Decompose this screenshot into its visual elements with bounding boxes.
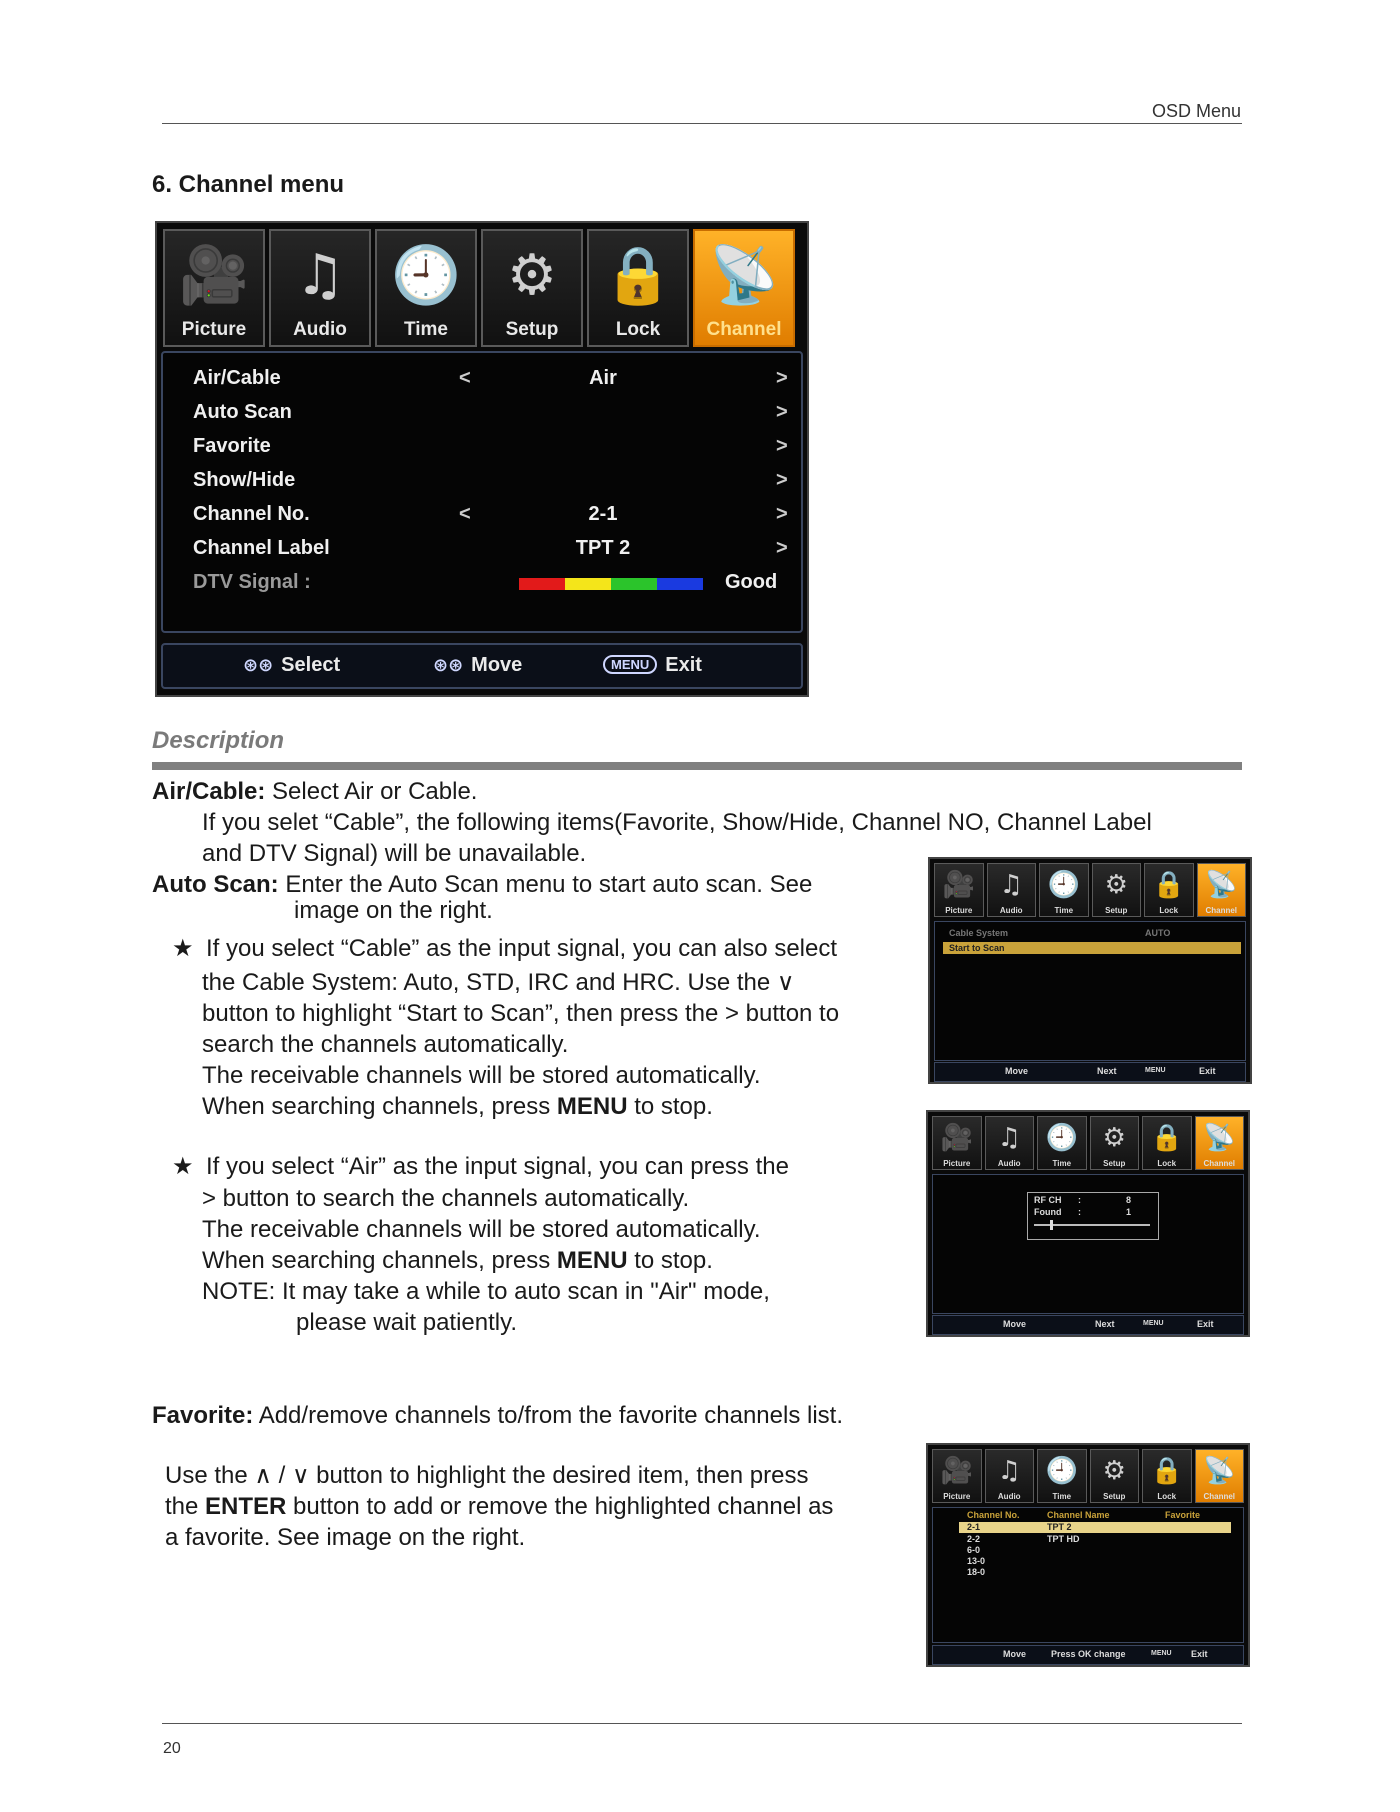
- air-cable-paragraph: [152, 777, 477, 807]
- tab-label: Audio: [293, 319, 347, 340]
- cable-line4: search the channels automatically.: [202, 1031, 569, 1058]
- mini-tab-label: Audio: [999, 906, 1023, 915]
- music-note-icon: ♫: [294, 243, 346, 308]
- camera-icon: 🎥: [940, 1456, 973, 1486]
- footer-select-label: Select: [281, 654, 341, 676]
- favorite-line3: a favorite. See image on the right.: [165, 1524, 526, 1551]
- mini-menu-body: [932, 1507, 1244, 1643]
- row-channel-no: 2-2: [967, 1534, 981, 1544]
- rf-channel-sep: :: [1078, 1195, 1081, 1205]
- rf-channel-value: 8: [1126, 1195, 1132, 1205]
- star-icon: ★: [172, 1153, 194, 1180]
- right-arrow-icon: >: [776, 367, 788, 389]
- row-label: Auto Scan: [193, 401, 292, 423]
- mini-tab: [985, 1116, 1035, 1170]
- footer-next-label: Next: [1095, 1319, 1115, 1329]
- text-segment: to stop.: [627, 1093, 713, 1120]
- right-arrow-icon: >: [776, 401, 788, 423]
- header-section-label: OSD Menu: [1151, 101, 1241, 121]
- tab-label: Time: [403, 319, 448, 340]
- music-note-icon: ♫: [999, 870, 1023, 900]
- mini-tab: [1090, 1449, 1140, 1503]
- menu-row-favorite: [193, 435, 793, 465]
- cable-system-label: Cable System: [949, 928, 1009, 938]
- mini-tab: [1039, 863, 1089, 917]
- up-down-buttons-icon: ⊛⊛: [243, 655, 274, 676]
- mini-tab-label: Lock: [1159, 906, 1179, 915]
- satellite-dish-icon: 📡: [1203, 1456, 1236, 1486]
- mini-tab: [985, 1449, 1035, 1503]
- footer-rule: [162, 1723, 1242, 1724]
- row-label: Air/Cable: [193, 367, 281, 389]
- highlight-bar: [959, 1522, 1231, 1533]
- mini-tab-label: Audio: [997, 1159, 1021, 1168]
- section-title: 6. Channel menu: [152, 171, 345, 198]
- favorite-text: Add/remove channels to/from the favorite channels list.: [253, 1402, 843, 1429]
- satellite-dish-icon: 📡: [1205, 870, 1238, 900]
- page-number: 20: [163, 1740, 181, 1757]
- text-segment: the: [165, 1493, 206, 1520]
- mini-tab-label: Time: [1054, 906, 1074, 915]
- air-line1: If you select “Air” as the input signal, you can press the: [206, 1153, 789, 1180]
- tab-setup: [481, 229, 583, 347]
- row-channel-name: TPT HD: [1047, 1534, 1080, 1544]
- air-cable-text: Select Air or Cable.: [265, 778, 478, 805]
- star-icon: ★: [172, 935, 194, 962]
- col-header-channel-name: Channel Name: [1047, 1510, 1110, 1520]
- tab-label: Picture: [181, 319, 247, 340]
- menu-key-text: MENU: [556, 1093, 628, 1120]
- cable-line6: [202, 1092, 713, 1122]
- air-cable-line2: If you selet “Cable”, the following items(Favorite, Show/Hide, Channel NO, Channel Label: [202, 809, 1152, 836]
- menu-key-icon: MENU: [603, 655, 657, 674]
- menu-row-auto-scan: [193, 401, 793, 431]
- mini-tab-label: Picture: [943, 1159, 971, 1168]
- tab-channel: [693, 229, 795, 347]
- scan-progress-box: [1027, 1192, 1159, 1240]
- footer-move-label: Move: [1005, 1066, 1029, 1076]
- footer-select: [243, 654, 340, 677]
- mini-tab: [934, 863, 984, 917]
- left-arrow-icon: <: [459, 503, 471, 525]
- menu-key-text: MENU: [556, 1247, 628, 1274]
- padlock-icon: 🔒: [1150, 1456, 1183, 1486]
- left-arrow-icon: <: [459, 367, 471, 389]
- mini-tab: [1090, 1116, 1140, 1170]
- mini-menu-body: [932, 1174, 1244, 1314]
- camera-icon: 🎥: [179, 243, 249, 308]
- start-to-scan-label: Start to Scan: [949, 943, 1005, 953]
- footer-move-label: Move: [1003, 1649, 1027, 1659]
- col-header-favorite: Favorite: [1165, 1510, 1201, 1520]
- cable-system-value: AUTO: [1145, 928, 1171, 938]
- mini-tab-bar: [932, 1449, 1244, 1503]
- mini-tab-label: Setup: [1103, 1492, 1126, 1501]
- mini-tab: [1092, 863, 1142, 917]
- footer-press-ok-label: Press OK change: [1051, 1649, 1126, 1659]
- row-channel-no: 6-0: [967, 1545, 981, 1555]
- mini-tab-bar: [932, 1116, 1244, 1170]
- auto-scan-cable-screenshot: [928, 857, 1252, 1084]
- tab-lock: [587, 229, 689, 347]
- right-arrow-icon: >: [776, 469, 788, 491]
- mini-tab-label: Picture: [943, 1492, 971, 1501]
- mini-tab: [987, 863, 1037, 917]
- satellite-dish-icon: 📡: [709, 243, 779, 308]
- footer-move: [433, 654, 522, 677]
- music-note-icon: ♫: [997, 1123, 1021, 1153]
- camera-icon: 🎥: [942, 870, 975, 900]
- row-channel-name: TPT 2: [1047, 1522, 1072, 1532]
- mini-tab: [932, 1116, 982, 1170]
- auto-scan-air-screenshot: [926, 1110, 1250, 1337]
- found-value: 1: [1126, 1207, 1132, 1217]
- signal-segment: [519, 578, 565, 590]
- osd-menu-body: [161, 351, 803, 633]
- gear-icon: ⚙: [1104, 870, 1128, 900]
- cable-line3: button to highlight “Start to Scan”, then press the > button to: [202, 1000, 840, 1027]
- row-channel-no: 2-1: [967, 1522, 981, 1532]
- tab-time: [375, 229, 477, 347]
- menu-row-air-cable: [193, 367, 793, 397]
- mini-footer: [934, 1062, 1246, 1082]
- padlock-icon: 🔒: [1152, 870, 1185, 900]
- gear-icon: ⚙: [1102, 1123, 1126, 1153]
- osd-footer-bar: [161, 643, 803, 689]
- row-label: DTV Signal :: [193, 571, 311, 593]
- air-cable-line3: and DTV Signal) will be unavailable.: [202, 840, 587, 867]
- cable-line2: the Cable System: Auto, STD, IRC and HRC. Use the ∨: [202, 969, 795, 996]
- tab-audio: [269, 229, 371, 347]
- footer-exit-label: Exit: [1191, 1649, 1208, 1659]
- row-value: 2-1: [588, 503, 618, 525]
- row-label: Show/Hide: [193, 469, 296, 491]
- row-channel-no: 18-0: [967, 1567, 986, 1577]
- mini-tab-label: Channel: [1205, 906, 1238, 915]
- mini-footer: [932, 1315, 1244, 1335]
- found-sep: :: [1078, 1207, 1081, 1217]
- row-label: Channel No.: [193, 503, 310, 525]
- mini-tab-label: Channel: [1203, 1159, 1236, 1168]
- channel-menu-screenshot: [155, 221, 809, 697]
- mini-tab-label: Audio: [997, 1492, 1021, 1501]
- mini-tab-label: Time: [1052, 1492, 1072, 1501]
- row-value: Air: [589, 367, 617, 389]
- footer-move-label: Move: [1003, 1319, 1027, 1329]
- menu-key-icon: MENU: [1145, 1067, 1166, 1074]
- padlock-icon: 🔒: [603, 243, 673, 308]
- text-segment: button to add or remove the highlighted channel as: [286, 1493, 834, 1520]
- mini-tab-bar: [934, 863, 1246, 917]
- mini-tab: [1195, 1449, 1245, 1503]
- mini-tab-label: Setup: [1103, 1159, 1126, 1168]
- row-label: Channel Label: [193, 537, 330, 559]
- favorite-paragraph: [152, 1401, 843, 1431]
- right-arrow-icon: >: [776, 537, 788, 559]
- mini-tab-label: Picture: [945, 906, 973, 915]
- menu-row-channel-no: [193, 503, 793, 533]
- footer-exit: [603, 654, 702, 677]
- left-right-buttons-icon: ⊛⊛: [433, 655, 464, 676]
- air-line2: > button to search the channels automatically.: [202, 1185, 690, 1212]
- air-line4: [202, 1246, 713, 1276]
- auto-scan-line2: image on the right.: [294, 897, 493, 924]
- music-note-icon: ♫: [997, 1456, 1021, 1486]
- signal-segment: [611, 578, 657, 590]
- menu-row-channel-label: [193, 537, 793, 567]
- mini-footer: [932, 1645, 1244, 1665]
- tab-label: Setup: [505, 319, 559, 340]
- clock-icon: 🕘: [1045, 1123, 1078, 1153]
- footer-move-label: Move: [471, 654, 523, 676]
- menu-key-icon: MENU: [1143, 1320, 1164, 1327]
- mini-tab-label: Time: [1052, 1159, 1072, 1168]
- gear-icon: ⚙: [1102, 1456, 1126, 1486]
- mini-tab: [1144, 863, 1194, 917]
- row-value: TPT 2: [575, 537, 631, 559]
- row-label: Favorite: [193, 435, 271, 457]
- mini-menu-body: [934, 921, 1246, 1061]
- menu-row-show-hide: [193, 469, 793, 499]
- signal-segment: [657, 578, 703, 590]
- rf-channel-label: RF CH: [1034, 1195, 1062, 1205]
- signal-segment: [565, 578, 611, 590]
- clock-icon: 🕘: [1045, 1456, 1078, 1486]
- mini-tab-label: Setup: [1105, 906, 1128, 915]
- text-segment: When searching channels, press: [202, 1247, 557, 1274]
- menu-key-icon: MENU: [1151, 1650, 1172, 1657]
- enter-key-text: ENTER: [205, 1493, 287, 1520]
- col-header-channel-no: Channel No.: [967, 1510, 1020, 1520]
- scan-progress-marker: [1050, 1220, 1053, 1230]
- mini-tab-label: Lock: [1157, 1159, 1177, 1168]
- menu-row-dtv-signal: [193, 571, 793, 601]
- row-channel-no: 13-0: [967, 1556, 986, 1566]
- footer-exit-label: Exit: [1197, 1319, 1214, 1329]
- right-arrow-icon: >: [776, 503, 788, 525]
- favorite-line2: [165, 1492, 833, 1522]
- footer-exit-label: Exit: [665, 654, 702, 676]
- gear-icon: ⚙: [506, 243, 558, 308]
- favorite-screenshot: [926, 1443, 1250, 1667]
- found-label: Found: [1034, 1207, 1062, 1217]
- air-line3: The receivable channels will be stored automatically.: [202, 1216, 761, 1243]
- description-heading: Description: [152, 727, 285, 754]
- mini-tab: [1037, 1449, 1087, 1503]
- tab-picture: [163, 229, 265, 347]
- air-line6: please wait patiently.: [296, 1309, 518, 1336]
- clock-icon: 🕘: [391, 243, 461, 308]
- favorite-term: Favorite:: [152, 1402, 254, 1429]
- signal-strength-bar: [519, 578, 703, 590]
- mini-tab: [1195, 1116, 1245, 1170]
- air-cable-term: Air/Cable:: [152, 778, 266, 805]
- cable-line1: If you select “Cable” as the input signal, you can also select: [206, 935, 838, 962]
- header-rule: [162, 123, 1242, 124]
- signal-quality: Good: [725, 571, 778, 593]
- mini-tab-label: Channel: [1203, 1492, 1236, 1501]
- mini-tab: [1037, 1116, 1087, 1170]
- footer-next-label: Next: [1097, 1066, 1117, 1076]
- auto-scan-text: Enter the Auto Scan menu to start auto scan. See: [278, 871, 813, 898]
- padlock-icon: 🔒: [1150, 1123, 1183, 1153]
- right-arrow-icon: >: [776, 435, 788, 457]
- footer-exit-label: Exit: [1199, 1066, 1216, 1076]
- text-segment: to stop.: [627, 1247, 713, 1274]
- auto-scan-term: Auto Scan:: [152, 871, 279, 898]
- tab-label: Lock: [615, 319, 661, 340]
- camera-icon: 🎥: [940, 1123, 973, 1153]
- mini-tab: [932, 1449, 982, 1503]
- mini-tab: [1142, 1116, 1192, 1170]
- satellite-dish-icon: 📡: [1203, 1123, 1236, 1153]
- description-rule: [152, 762, 1242, 770]
- favorite-line1: Use the ∧ / ∨ button to highlight the desired item, then press: [165, 1462, 809, 1489]
- mini-tab-label: Lock: [1157, 1492, 1177, 1501]
- cable-line5: The receivable channels will be stored automatically.: [202, 1062, 761, 1089]
- mini-tab: [1142, 1449, 1192, 1503]
- text-segment: When searching channels, press: [202, 1093, 557, 1120]
- clock-icon: 🕘: [1047, 870, 1080, 900]
- mini-tab: [1197, 863, 1247, 917]
- air-line5: NOTE: It may take a while to auto scan in "Air" mode,: [202, 1278, 770, 1305]
- tab-label: Channel: [706, 319, 782, 340]
